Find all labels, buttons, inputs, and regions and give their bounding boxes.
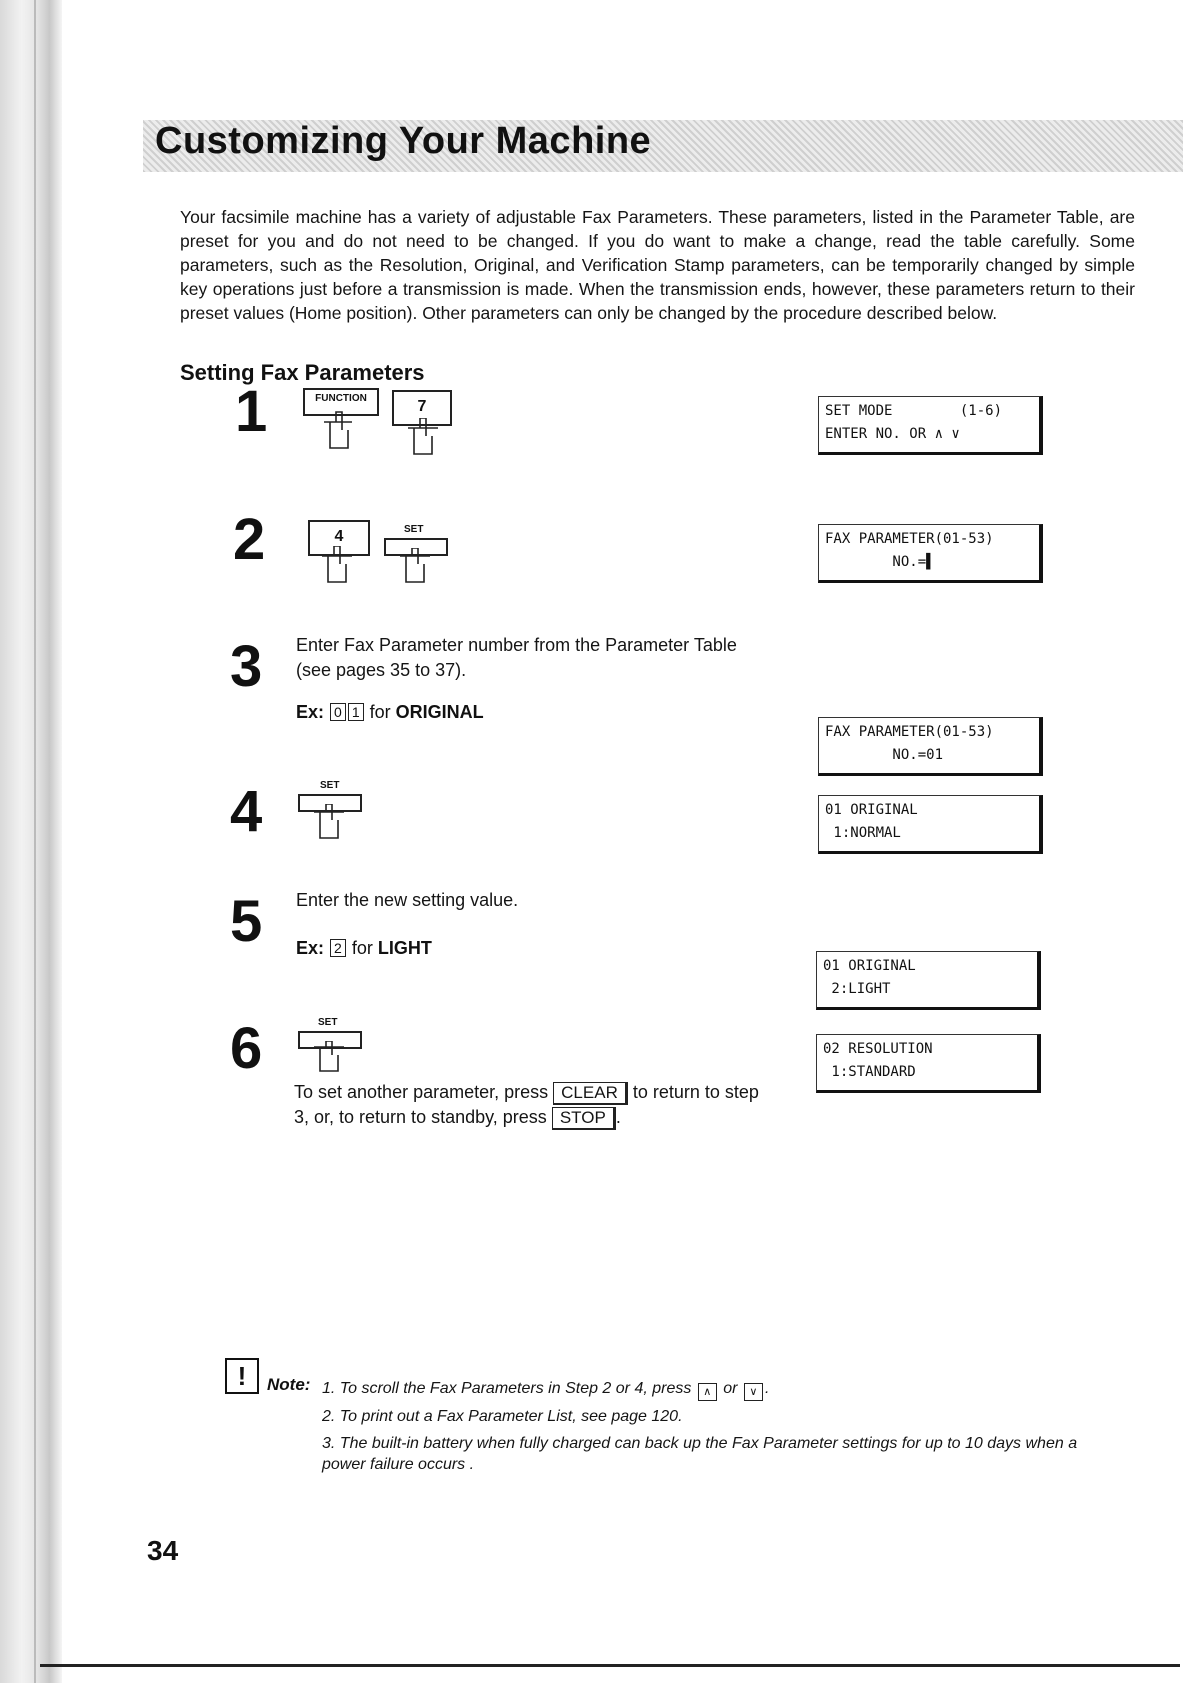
step-number-6: 6 [230, 1016, 263, 1081]
lcd-line-1: 01 ORIGINAL [823, 958, 916, 974]
step-5-text: Enter the new setting value. [296, 890, 519, 910]
note-item-text: To scroll the Fax Parameters in Step 2 or 4, press [339, 1380, 692, 1397]
step-6-text-a: To set another parameter, press [294, 1082, 549, 1102]
step-number-3: 3 [230, 634, 263, 699]
section-heading: Setting Fax Parameters [180, 360, 425, 385]
key-1[interactable]: 1 [348, 703, 364, 721]
lcd-line-2: NO.=▌ [825, 554, 935, 570]
set-key-label: SET [320, 780, 340, 791]
step-3-text: Enter Fax Parameter number from the Parameter Table (see pages 35 to 37). [296, 635, 737, 680]
example-prefix: Ex: [296, 938, 325, 958]
lcd-line-1: FAX PARAMETER(01-53) [825, 531, 994, 547]
lcd-line-2: ENTER NO. OR ∧ ∨ [825, 426, 960, 442]
lcd-line-2: NO.=01 [825, 747, 944, 763]
lcd-display-3 [818, 717, 1043, 776]
lcd-display-6 [816, 1034, 1041, 1093]
example-mid: for [369, 702, 391, 722]
lcd-line-1: 01 ORIGINAL [825, 802, 918, 818]
lcd-display-5 [816, 951, 1041, 1010]
lcd-display-4 [818, 795, 1043, 854]
lcd-display-1 [818, 396, 1043, 455]
clear-key[interactable]: CLEAR [553, 1082, 628, 1105]
set-key-label: SET [404, 524, 424, 535]
step-number-1: 1 [235, 379, 268, 444]
pointing-hand-icon [318, 408, 358, 452]
spine-fold-line [34, 0, 36, 1683]
note-item-number: 3. [322, 1435, 336, 1452]
step-number-4: 4 [230, 779, 263, 844]
example-prefix: Ex: [296, 702, 325, 722]
page-title: Customizing Your Machine [155, 120, 652, 162]
note-label: Note: [267, 1375, 311, 1394]
example-value: LIGHT [377, 938, 432, 958]
lcd-line-2: 1:NORMAL [825, 825, 901, 841]
step-number-5: 5 [230, 889, 263, 954]
function-key[interactable]: FUNCTION [303, 388, 379, 416]
intro-paragraph: Your facsimile machine has a variety of adjustable Fax Parameters. These parameters, listed in the Parameter Table, are preset for you and do not need to be changed. If you do want to make a change, read the table carefully. Some parameters, such as the Resolution, Original, and Verification Stamp parameters, can be temporarily changed by simple key operations just before a transmission is made. When the transmission ends, however, these parameters return to their preset values (Home position). Other parameters can only be changed by the procedure described below. [180, 207, 1135, 323]
note-item-1 [322, 1378, 1122, 1401]
key-7[interactable]: 7 [392, 390, 452, 426]
set-key-label: SET [318, 1017, 338, 1028]
note-item-3 [322, 1433, 1122, 1475]
step-6-text [294, 1080, 764, 1130]
bottom-rule [40, 1664, 1180, 1667]
step-3-example [296, 702, 484, 723]
note-icon: ! [225, 1358, 259, 1394]
book-spine-shadow [0, 0, 62, 1683]
pointing-hand-icon [318, 546, 358, 586]
step-6-text-b: to return to step 3, or, to return to standby, press [294, 1082, 759, 1127]
scroll-down-key[interactable]: ∨ [744, 1383, 763, 1401]
note-item-number: 1. [322, 1380, 336, 1397]
key-0[interactable]: 0 [330, 703, 346, 721]
note-item-text: To print out a Fax Parameter List, see page 120. [339, 1408, 683, 1425]
lcd-line-2: 2:LIGHT [823, 981, 891, 997]
stop-key[interactable]: STOP [552, 1107, 616, 1130]
note-item-text: or [723, 1380, 738, 1397]
pointing-hand-icon [310, 1041, 350, 1073]
pointing-hand-icon [396, 548, 436, 588]
step-6-text-c: . [615, 1107, 621, 1127]
key-4[interactable]: 4 [308, 520, 370, 556]
step-5-example [296, 938, 432, 959]
lcd-display-2 [818, 524, 1043, 583]
key-2[interactable]: 2 [330, 939, 346, 957]
lcd-line-2: 1:STANDARD [823, 1064, 916, 1080]
lcd-line-1: 02 RESOLUTION [823, 1041, 933, 1057]
lcd-line-1: FAX PARAMETER(01-53) [825, 724, 994, 740]
note-item-number: 2. [322, 1408, 336, 1425]
pointing-hand-icon [404, 418, 444, 458]
note-item-text: The built-in battery when fully charged can back up the Fax Parameter settings for up to 10 days when a power failure occurs . [322, 1435, 1078, 1473]
example-value: ORIGINAL [395, 702, 484, 722]
scroll-up-key[interactable]: ∧ [698, 1383, 717, 1401]
page-number: 34 [147, 1535, 179, 1566]
pointing-hand-icon [310, 804, 350, 844]
note-item-2 [322, 1406, 1122, 1427]
step-number-2: 2 [233, 507, 266, 572]
lcd-line-1: SET MODE (1-6) [825, 403, 1003, 419]
note-item-text: . [764, 1380, 770, 1397]
example-mid: for [351, 938, 373, 958]
